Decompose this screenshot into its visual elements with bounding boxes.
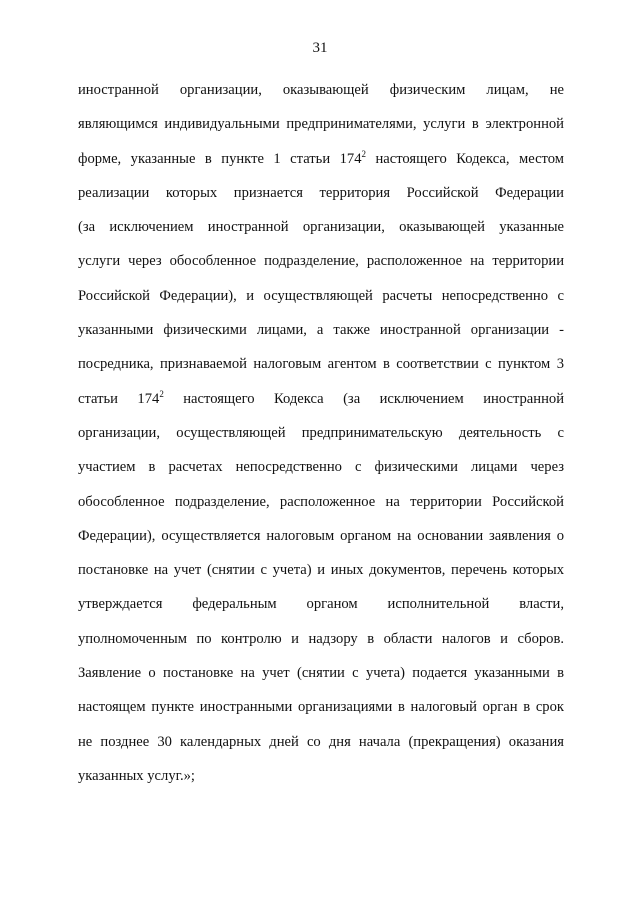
text-line [78, 322, 564, 356]
text-line-content: Заявление о постановке на учет (снятии с учета) подается указанными в [78, 665, 564, 682]
text-line [78, 699, 564, 733]
text-line-content: указанными физическими лицами, а также иностранной организации - [78, 322, 564, 339]
text-line-content: являющимся индивидуальными предпринимателями, услуги в электронной [78, 116, 564, 133]
text-line-content: форме, указанные в пункте 1 статьи 174 [78, 150, 362, 167]
text-line-content: обособленное подразделение, расположенное на территории Российской [78, 493, 564, 510]
text-line-last [78, 768, 564, 802]
text-line-content: Федерации), осуществляется налоговым органом на основании заявления о [78, 527, 564, 544]
text-line [78, 356, 564, 390]
text-line-content: иностранной организации, оказывающей физическим лицам, не [78, 82, 564, 98]
page-number: 31 [312, 40, 328, 56]
text-line [78, 631, 564, 665]
text-line [78, 148, 564, 185]
text-line-content: реализации которых признается территория Российской Федерации [78, 184, 564, 201]
text-line [78, 425, 564, 459]
text-line [78, 388, 565, 425]
text-line [78, 562, 564, 596]
text-line-content: услуги через обособленное подразделение, расположенное на территории [78, 253, 564, 270]
text-line-continuation: настоящего Кодекса, местом [366, 150, 564, 167]
superscript: 2 [159, 388, 164, 399]
text-line-content: постановке на учет (снятии с учета) и иных документов, перечень которых [78, 562, 564, 579]
text-line [78, 116, 564, 150]
text-line-content: Российской Федерации), и осуществляющей расчеты непосредственно с [78, 287, 564, 304]
text-line [78, 596, 564, 630]
text-line-content: посредника, признаваемой налоговым агентом в соответствии с пунктом 3 [78, 356, 564, 373]
text-line [78, 665, 564, 699]
text-line [78, 288, 564, 322]
text-line-continuation: настоящего Кодекса (за исключением иностранной [163, 390, 565, 407]
superscript: 2 [361, 148, 366, 159]
text-line [78, 253, 564, 287]
text-line [78, 734, 564, 768]
text-line [78, 185, 564, 219]
text-line [78, 82, 564, 116]
text-line-content: участием в расчетах непосредственно с физическими лицами через [78, 459, 564, 476]
text-line-content: организации, осуществляющей предпринимательскую деятельность с [78, 424, 564, 441]
text-line [78, 494, 564, 528]
text-line-content: статьи 174 [78, 390, 160, 407]
text-line [78, 528, 564, 562]
text-line-content: уполномоченным по контролю и надзору в области налогов и сборов. [78, 630, 564, 647]
text-line-content: утверждается федеральным органом исполнительной власти, [78, 596, 564, 613]
text-line-content: не позднее 30 календарных дней со дня начала (прекращения) оказания [78, 733, 564, 750]
text-line [78, 219, 564, 253]
text-line-content: настоящем пункте иностранными организациями в налоговый орган в срок [78, 699, 564, 716]
text-line-content: указанных услуг.»; [78, 767, 195, 784]
text-line-content: (за исключением иностранной организации, оказывающей указанные [78, 219, 564, 236]
text-line [78, 459, 564, 493]
body-text [78, 82, 564, 802]
